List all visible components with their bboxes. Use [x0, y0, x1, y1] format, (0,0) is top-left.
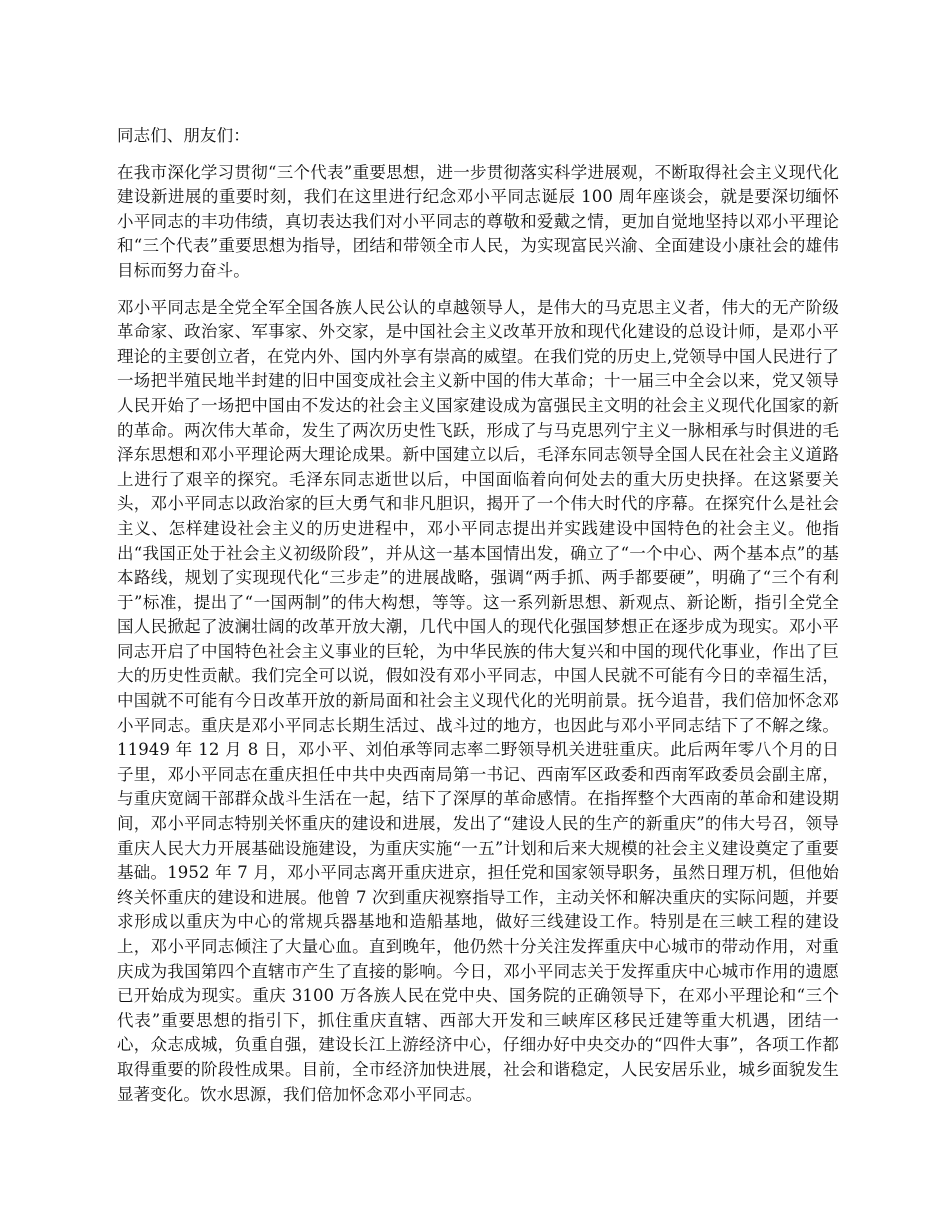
paragraph-intro: 在我市深化学习贯彻“三个代表”重要思想，进一步贯彻落实科学进展观，不断取得社会主义现代化建设新进展的重要时刻，我们在这里进行纪念邓小平同志诞辰 100 周年座谈会，就是要深切缅怀小平同志的丰功伟绩，真切表达我们对小平同志的尊敬和爱戴之情，更加自觉地坚持以邓小平理论和“三个代表”重要思想为指导，团结和带领全市人民，为实现富民兴渝、全面建设小康社会的雄伟目标而努力奋斗。 — [117, 162, 839, 280]
paragraph-main: 邓小平同志是全党全军全国各族人民公认的卓越领导人，是伟大的马克思主义者，伟大的无产阶级革命家、政治家、军事家、外交家，是中国社会主义改革开放和现代化建设的总设计师，是邓小平理论的主要创立者，在党内外、国内外享有崇高的威望。在我们党的历史上,党领导中国人民进行了一场把半殖民地半封建的旧中国变成社会主义新中国的伟大革命；十一届三中全会以来，党又领导人民开始了一场把中国由不发达的社会主义国家建设成为富强民主文明的社会主义现代化国家的新的革命。两次伟大革命，发生了两次历史性飞跃，形成了与马克思列宁主义一脉相承与时俱进的毛泽东思想和邓小平理论两大理论成果。新中国建立以后，毛泽东同志领导全国人民在社会主义道路上进行了艰辛的探究。毛泽东同志逝世以后，中国面临着向何处去的重大历史抉择。在这紧要关头，邓小平同志以政治家的巨大勇气和非凡胆识，揭开了一个伟大时代的序幕。在探究什么是社会主义、怎样建设社会主义的历史进程中，邓小平同志提出并实践建设中国特色的社会主义。他指出“我国正处于社会主义初级阶段”，并从这一基本国情出发，确立了“一个中心、两个基本点”的基本路线，规划了实现现代化“三步走”的进展战略，强调“两手抓、两手都要硬”，明确了“三个有利于”标准，提出了“一国两制”的伟大构想，等等。这一系列新思想、新观点、新论断，指引全党全国人民掀起了波澜壮阔的改革开放大潮，几代中国人的现代化强国梦想正在逐步成为现实。邓小平同志开启了中国特色社会主义事业的巨轮，为中华民族的伟大复兴和中国的现代化事业，作出了巨大的历史性贡献。我们完全可以说，假如没有邓小平同志，中国人民就不可能有今日的幸福生活，中国就不可能有今日改革开放的新局面和社会主义现代化的光明前景。抚今追昔，我们倍加怀念邓小平同志。重庆是邓小平同志长期生活过、战斗过的地方，也因此与邓小平同志结下了不解之缘。11949 年 12 月 8 日，邓小平、刘伯承等同志率二野领导机关进驻重庆。此后两年零八个月的日子里，邓小平同志在重庆担任中共中央西南局第一书记、西南军区政委和西南军政委员会副主席，与重庆宽阔干部群众战斗生活在一起，结下了深厚的革命感情。在指挥整个大西南的革命和建设期间，邓小平同志特别关怀重庆的建设和进展，发出了“建设人民的生产的新重庆”的伟大号召，领导重庆人民大力开展基础设施建设，为重庆实施“一五”计划和后来大规模的社会主义建设奠定了重要基础。1952 年 7 月，邓小平同志离开重庆进京，担任党和国家领导职务，虽然日理万机，但他始终关怀重庆的建设和进展。他曾 7 次到重庆视察指导工作，主动关怀和解决重庆的实际问题，并要求形成以重庆为中心的常规兵器基地和造船基地，做好三线建设工作。特别是在三峡工程的建设上，邓小平同志倾注了大量心血。直到晚年，他仍然十分关注发挥重庆中心城市的带动作用，对重庆成为我国第四个直辖市产生了直接的影响。今日，邓小平同志关于发挥重庆中心城市作用的遗愿已开始成为现实。重庆 3100 万各族人民在党中央、国务院的正确领导下，在邓小平理论和“三个代表”重要思想的指引下，抓住重庆直辖、西部大开发和三峡库区移民迁建等重大机遇，团结一心，众志成城，负重自强，建设长江上游经济中心，仔细办好中央交办的“四件大事”，各项工作都取得重要的阶段性成果。目前，全市经济加快进展，社会和谐稳定，人民安居乐业，城乡面貌发生显著变化。饮水思源，我们倍加怀念邓小平同志。 — [117, 297, 839, 1104]
greeting: 同志们、朋友们： — [117, 126, 250, 145]
document-body — [117, 124, 839, 1119]
